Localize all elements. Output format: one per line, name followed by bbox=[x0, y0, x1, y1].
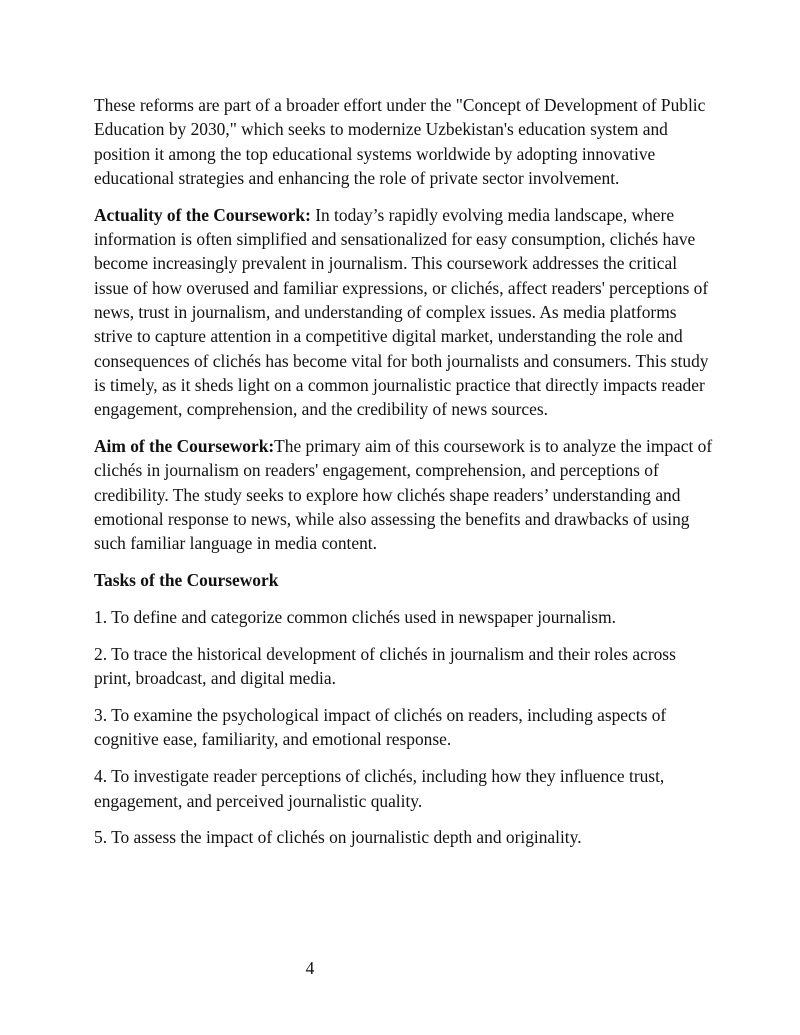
actuality-paragraph bbox=[94, 203, 714, 422]
task-item-3: 3. To examine the psychological impact of clichés on readers, including aspects of cognitive ease, familiarity, and emotional response. bbox=[94, 705, 667, 750]
aim-text: The primary aim of this coursework is to analyze the impact of clichés in journalism on readers' engagement, comprehension, and perceptions of credibility. The study seeks to explore how clichés shape readers’ understanding and emotional response to news, while also assessing the benefits and drawbacks of using such familiar language in media content. bbox=[94, 436, 713, 554]
intro-paragraph: These reforms are part of a broader effort under the "Concept of Development of Public Education by 2030," which seeks to modernize Uzbekistan's education system and position it among the top educational systems worldwide by adopting innovative educational strategies and enhancing the role of private sector involvement. bbox=[94, 95, 706, 188]
task-item-5: 5. To assess the impact of clichés on journalistic depth and originality. bbox=[94, 827, 582, 848]
task-item-2: 2. To trace the historical development of clichés in journalism and their roles across print, broadcast, and digital media. bbox=[94, 643, 676, 689]
task-item-4: 4. To investigate reader perceptions of clichés, including how they influence trust, engagement, and perceived journalistic quality. bbox=[94, 766, 665, 811]
aim-label: Aim of the Coursework: bbox=[94, 436, 275, 457]
actuality-text: In today’s rapidly evolving media landscape, where information is often simplified and sensationalized for easy consumption, clichés have become increasingly prevalent in journalism. This coursework addresses the critical issue of how overused and familiar expressions, or clichés, affect readers' perceptions of news, trust in journalism, and understanding of complex issues. As media platforms strive to capture attention in a competitive digital market, understanding the role and consequences of clichés has become vital for both journalists and consumers. This study is timely, as it sheds light on a common journalistic practice that directly impacts reader engagement, comprehension, and the credibility of news sources. bbox=[94, 204, 709, 420]
document-body bbox=[94, 93, 714, 862]
page-number: 4 bbox=[305, 958, 315, 978]
aim-paragraph bbox=[94, 434, 714, 555]
task-item-1: 1. To define and categorize common clichés used in newspaper journalism. bbox=[94, 607, 616, 628]
tasks-heading: Tasks of the Coursework bbox=[94, 570, 279, 591]
actuality-label: Actuality of the Coursework: bbox=[94, 204, 311, 225]
